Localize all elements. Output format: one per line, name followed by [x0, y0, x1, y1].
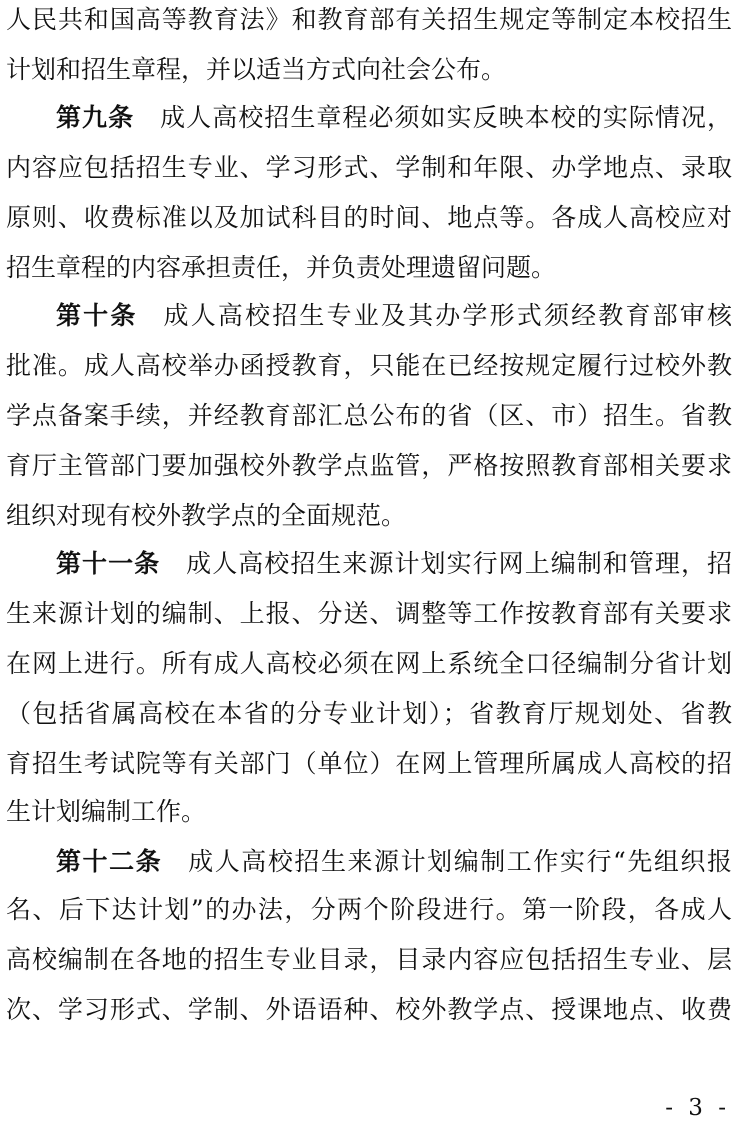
paragraph-line: 计划和招生章程，并以适当方式向社会公布。	[6, 55, 507, 84]
article-9-heading: 第九条	[56, 103, 135, 132]
article-text: 成人高校招生章程必须如实反映本校的实际情况，	[160, 103, 732, 132]
article-12-heading: 第十二条	[56, 847, 163, 876]
paragraph-line: 人民共和国高等教育法》和教育部有关招生规定等制定本校招生	[6, 5, 732, 34]
paragraph-line: 次、学习形式、学制、外语语种、校外教学点、授课地点、收费	[6, 995, 732, 1024]
article-10-first-line	[56, 300, 732, 332]
paragraph-line: 原则、收费标准以及加试科目的时间、地点等。各成人高校应对	[6, 203, 732, 232]
article-9-first-line	[56, 102, 732, 134]
page-number: - 3 -	[665, 1095, 730, 1121]
paragraph-line: 生来源计划的编制、上报、分送、调整等工作按教育部有关要求	[6, 599, 732, 628]
paragraph-line: 育厅主管部门要加强校外教学点监管，严格按照教育部相关要求	[6, 451, 732, 480]
paragraph-line: 组织对现有校外教学点的全面规范。	[6, 501, 407, 530]
article-11-heading: 第十一条	[56, 549, 161, 578]
paragraph-line: 批准。成人高校举办函授教育，只能在已经按规定履行过校外教	[6, 351, 732, 380]
paragraph-line: 内容应包括招生专业、学习形式、学制和年限、办学地点、录取	[6, 153, 732, 182]
article-text: 成人高校招生来源计划实行网上编制和管理，招	[186, 549, 732, 578]
article-12-first-line	[56, 846, 732, 878]
paragraph-line: 学点备案手续，并经教育部汇总公布的省（区、市）招生。省教	[6, 401, 732, 430]
paragraph-line: 生计划编制工作。	[6, 797, 207, 826]
article-10-heading: 第十条	[56, 301, 138, 330]
paragraph-line: 在网上进行。所有成人高校必须在网上系统全口径编制分省计划	[6, 649, 732, 678]
paragraph-line: 高校编制在各地的招生专业目录，目录内容应包括招生专业、层	[6, 945, 732, 974]
paragraph-line: 育招生考试院等有关部门（单位）在网上管理所属成人高校的招	[6, 749, 732, 778]
article-text: 成人高校招生专业及其办学形式须经教育部审核	[163, 301, 732, 330]
article-11-first-line	[56, 548, 732, 580]
paragraph-line: 招生章程的内容承担责任，并负责处理遗留问题。	[6, 253, 557, 282]
article-text: 成人高校招生来源计划编制工作实行“先组织报	[188, 847, 732, 876]
paragraph-line: （包括省属高校在本省的分专业计划）；省教育厅规划处、省教	[6, 699, 732, 728]
paragraph-line: 名、后下达计划”的办法，分两个阶段进行。第一阶段，各成人	[6, 895, 732, 924]
